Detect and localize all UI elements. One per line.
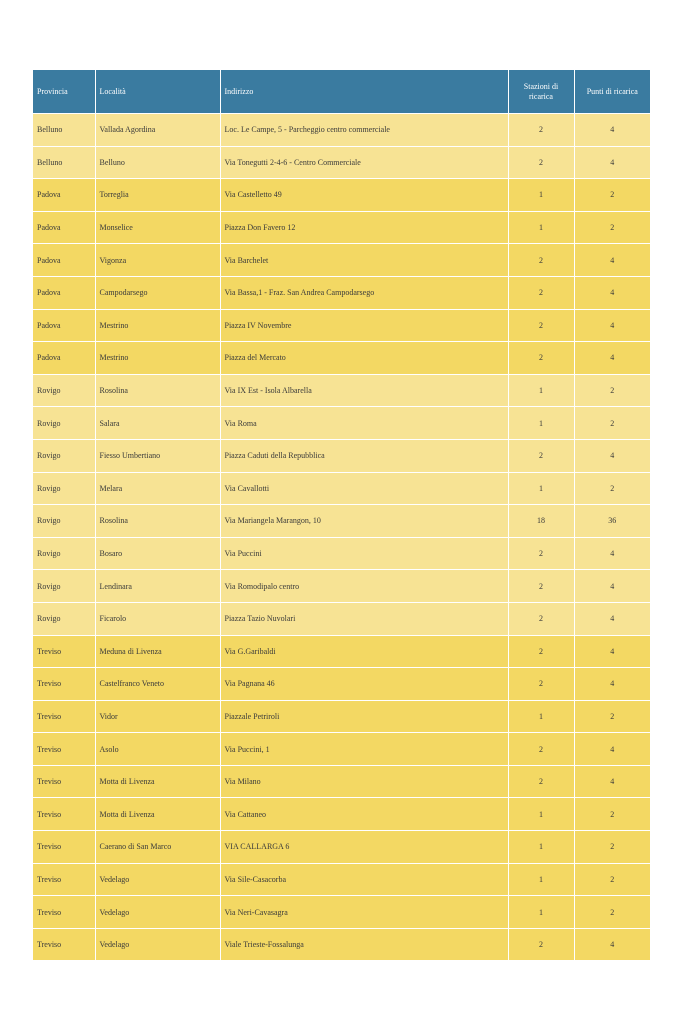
cell-indirizzo: Via Puccini, 1 <box>220 733 508 766</box>
cell-indirizzo: Via Romodipalo centro <box>220 570 508 603</box>
cell-indirizzo: Via Barchelet <box>220 244 508 277</box>
cell-provincia: Rovigo <box>33 570 95 603</box>
cell-stazioni: 2 <box>508 928 574 960</box>
cell-localita: Asolo <box>95 733 220 766</box>
table-row <box>33 472 650 505</box>
cell-localita: Melara <box>95 472 220 505</box>
cell-stazioni: 2 <box>508 114 574 147</box>
cell-stazioni: 2 <box>508 668 574 701</box>
cell-localita: Mestrino <box>95 309 220 342</box>
table-row <box>33 505 650 538</box>
cell-provincia: Treviso <box>33 668 95 701</box>
cell-provincia: Belluno <box>33 114 95 147</box>
cell-localita: Mestrino <box>95 342 220 375</box>
table-row <box>33 146 650 179</box>
cell-punti: 4 <box>574 733 650 766</box>
cell-punti: 4 <box>574 537 650 570</box>
cell-provincia: Treviso <box>33 700 95 733</box>
cell-localita: Monselice <box>95 211 220 244</box>
cell-indirizzo: Piazzale Petriroli <box>220 700 508 733</box>
cell-punti: 2 <box>574 374 650 407</box>
cell-indirizzo: Viale Trieste-Fossalunga <box>220 928 508 960</box>
cell-localita: Motta di Livenza <box>95 798 220 831</box>
table-row <box>33 244 650 277</box>
cell-provincia: Treviso <box>33 863 95 896</box>
table-row <box>33 276 650 309</box>
cell-stazioni: 2 <box>508 635 574 668</box>
cell-punti: 2 <box>574 472 650 505</box>
cell-localita: Ficarolo <box>95 602 220 635</box>
cell-localita: Castelfranco Veneto <box>95 668 220 701</box>
cell-punti: 2 <box>574 896 650 929</box>
cell-localita: Vedelago <box>95 896 220 929</box>
table-row <box>33 896 650 929</box>
cell-punti: 4 <box>574 309 650 342</box>
cell-punti: 2 <box>574 407 650 440</box>
table-row <box>33 570 650 603</box>
cell-punti: 4 <box>574 928 650 960</box>
cell-provincia: Treviso <box>33 896 95 929</box>
cell-stazioni: 18 <box>508 505 574 538</box>
cell-provincia: Treviso <box>33 798 95 831</box>
table-row <box>33 798 650 831</box>
cell-localita: Vedelago <box>95 863 220 896</box>
table-row <box>33 765 650 798</box>
cell-stazioni: 1 <box>508 179 574 212</box>
cell-stazioni: 1 <box>508 211 574 244</box>
cell-provincia: Treviso <box>33 928 95 960</box>
cell-indirizzo: Via Roma <box>220 407 508 440</box>
table-row <box>33 602 650 635</box>
table-row <box>33 439 650 472</box>
cell-indirizzo: Piazza Caduti della Repubblica <box>220 439 508 472</box>
table-row <box>33 733 650 766</box>
table-row <box>33 309 650 342</box>
table-row <box>33 635 650 668</box>
cell-stazioni: 2 <box>508 733 574 766</box>
cell-provincia: Padova <box>33 244 95 277</box>
cell-localita: Rosolina <box>95 374 220 407</box>
cell-localita: Bosaro <box>95 537 220 570</box>
cell-localita: Caerano di San Marco <box>95 831 220 864</box>
cell-provincia: Rovigo <box>33 472 95 505</box>
cell-punti: 4 <box>574 146 650 179</box>
table-row <box>33 407 650 440</box>
cell-indirizzo: VIA CALLARGA 6 <box>220 831 508 864</box>
cell-punti: 2 <box>574 179 650 212</box>
cell-stazioni: 2 <box>508 602 574 635</box>
cell-stazioni: 2 <box>508 244 574 277</box>
cell-localita: Meduna di Livenza <box>95 635 220 668</box>
cell-localita: Campodarsego <box>95 276 220 309</box>
cell-provincia: Rovigo <box>33 537 95 570</box>
table-row <box>33 928 650 960</box>
cell-stazioni: 1 <box>508 700 574 733</box>
cell-stazioni: 2 <box>508 342 574 375</box>
header-stazioni: Stazioni di ricarica <box>508 70 574 114</box>
cell-localita: Vidor <box>95 700 220 733</box>
cell-punti: 2 <box>574 700 650 733</box>
cell-provincia: Padova <box>33 179 95 212</box>
cell-stazioni: 2 <box>508 439 574 472</box>
table-row <box>33 211 650 244</box>
cell-stazioni: 2 <box>508 765 574 798</box>
cell-indirizzo: Via Neri-Cavasagra <box>220 896 508 929</box>
table-row <box>33 831 650 864</box>
table-row <box>33 342 650 375</box>
cell-punti: 4 <box>574 668 650 701</box>
cell-indirizzo: Piazza del Mercato <box>220 342 508 375</box>
cell-punti: 4 <box>574 114 650 147</box>
cell-stazioni: 1 <box>508 407 574 440</box>
header-localita: Località <box>95 70 220 114</box>
cell-stazioni: 2 <box>508 309 574 342</box>
table-row <box>33 179 650 212</box>
header-row <box>33 70 650 114</box>
cell-indirizzo: Piazza Tazio Nuvolari <box>220 602 508 635</box>
cell-indirizzo: Via Bassa,1 - Fraz. San Andrea Campodarsego <box>220 276 508 309</box>
table-row <box>33 668 650 701</box>
cell-punti: 4 <box>574 439 650 472</box>
cell-provincia: Padova <box>33 309 95 342</box>
cell-localita: Vedelago <box>95 928 220 960</box>
cell-stazioni: 2 <box>508 537 574 570</box>
cell-punti: 2 <box>574 211 650 244</box>
cell-stazioni: 1 <box>508 798 574 831</box>
cell-stazioni: 2 <box>508 276 574 309</box>
cell-localita: Belluno <box>95 146 220 179</box>
cell-stazioni: 1 <box>508 896 574 929</box>
table-row <box>33 863 650 896</box>
cell-indirizzo: Via Castelletto 49 <box>220 179 508 212</box>
cell-localita: Salara <box>95 407 220 440</box>
cell-punti: 4 <box>574 602 650 635</box>
table-row <box>33 114 650 147</box>
cell-indirizzo: Via Tonegutti 2-4-6 - Centro Commerciale <box>220 146 508 179</box>
cell-provincia: Padova <box>33 342 95 375</box>
cell-localita: Torreglia <box>95 179 220 212</box>
cell-localita: Fiesso Umbertiano <box>95 439 220 472</box>
header-indirizzo: Indirizzo <box>220 70 508 114</box>
cell-indirizzo: Via Sile-Casacorba <box>220 863 508 896</box>
cell-indirizzo: Via G.Garibaldi <box>220 635 508 668</box>
cell-indirizzo: Via Cattaneo <box>220 798 508 831</box>
cell-punti: 4 <box>574 276 650 309</box>
table-row <box>33 537 650 570</box>
cell-provincia: Treviso <box>33 765 95 798</box>
cell-localita: Rosolina <box>95 505 220 538</box>
cell-indirizzo: Via Puccini <box>220 537 508 570</box>
cell-localita: Vigonza <box>95 244 220 277</box>
cell-localita: Motta di Livenza <box>95 765 220 798</box>
cell-stazioni: 1 <box>508 831 574 864</box>
cell-stazioni: 2 <box>508 570 574 603</box>
cell-stazioni: 1 <box>508 863 574 896</box>
cell-punti: 2 <box>574 863 650 896</box>
cell-indirizzo: Piazza IV Novembre <box>220 309 508 342</box>
cell-punti: 2 <box>574 831 650 864</box>
cell-provincia: Belluno <box>33 146 95 179</box>
cell-indirizzo: Via Milano <box>220 765 508 798</box>
cell-punti: 4 <box>574 765 650 798</box>
cell-localita: Lendinara <box>95 570 220 603</box>
cell-provincia: Rovigo <box>33 439 95 472</box>
cell-indirizzo: Via Pagnana 46 <box>220 668 508 701</box>
header-punti: Punti di ricarica <box>574 70 650 114</box>
cell-provincia: Rovigo <box>33 407 95 440</box>
cell-provincia: Rovigo <box>33 602 95 635</box>
cell-indirizzo: Via Cavallotti <box>220 472 508 505</box>
cell-stazioni: 1 <box>508 374 574 407</box>
table-row <box>33 374 650 407</box>
cell-indirizzo: Via Mariangela Marangon, 10 <box>220 505 508 538</box>
cell-stazioni: 1 <box>508 472 574 505</box>
cell-provincia: Padova <box>33 211 95 244</box>
cell-localita: Vallada Agordina <box>95 114 220 147</box>
cell-provincia: Treviso <box>33 635 95 668</box>
cell-indirizzo: Loc. Le Campe, 5 - Parcheggio centro commerciale <box>220 114 508 147</box>
cell-stazioni: 2 <box>508 146 574 179</box>
cell-provincia: Treviso <box>33 831 95 864</box>
cell-provincia: Rovigo <box>33 505 95 538</box>
charging-stations-table <box>33 70 650 960</box>
cell-punti: 36 <box>574 505 650 538</box>
cell-provincia: Treviso <box>33 733 95 766</box>
cell-provincia: Padova <box>33 276 95 309</box>
cell-indirizzo: Via IX Est - Isola Albarella <box>220 374 508 407</box>
table-body <box>33 114 650 961</box>
table-header <box>33 70 650 114</box>
cell-punti: 4 <box>574 635 650 668</box>
cell-provincia: Rovigo <box>33 374 95 407</box>
header-provincia: Provincia <box>33 70 95 114</box>
cell-indirizzo: Piazza Don Favero 12 <box>220 211 508 244</box>
cell-punti: 4 <box>574 570 650 603</box>
cell-punti: 4 <box>574 244 650 277</box>
table-row <box>33 700 650 733</box>
cell-punti: 2 <box>574 798 650 831</box>
cell-punti: 4 <box>574 342 650 375</box>
